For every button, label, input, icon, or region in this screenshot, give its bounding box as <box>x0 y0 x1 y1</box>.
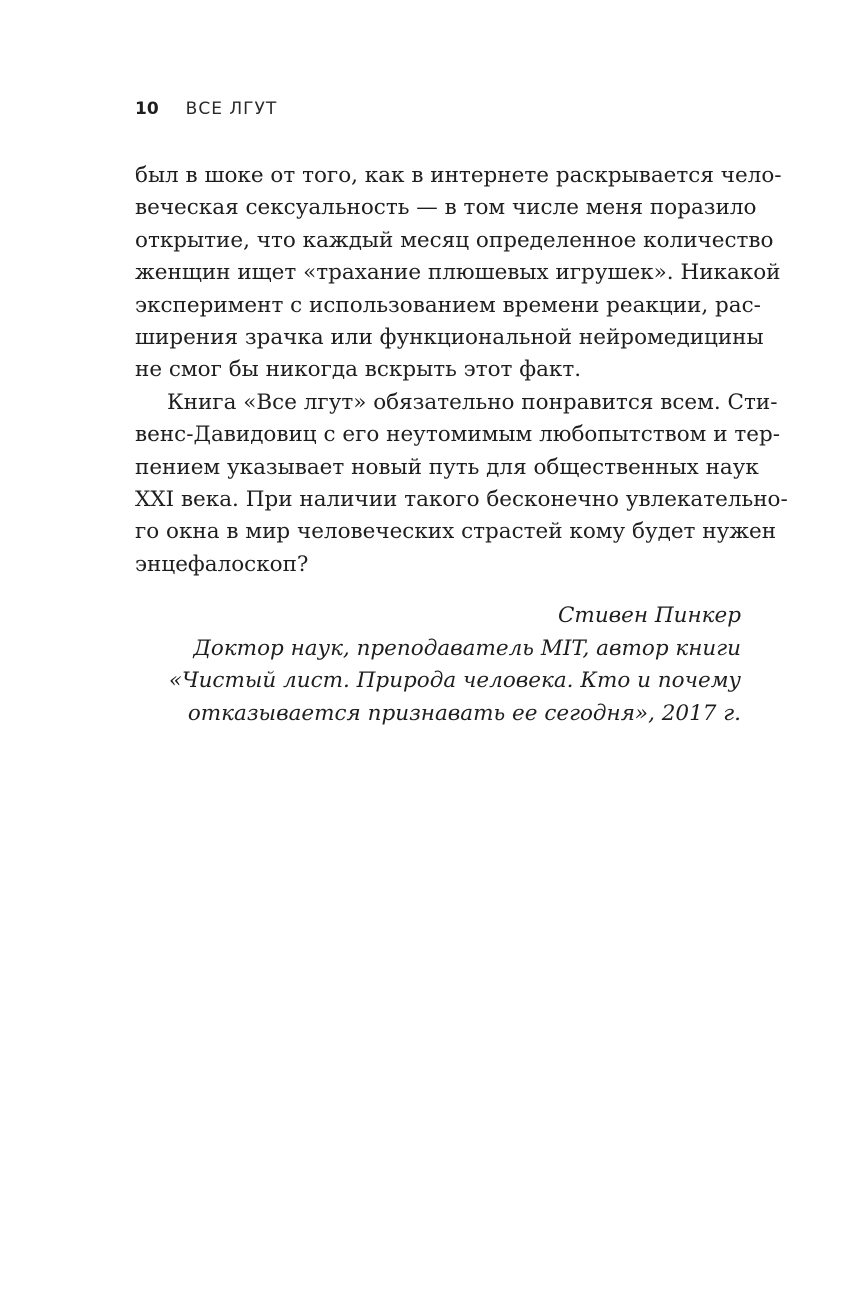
text-line: пением указывает новый путь для общественных наук <box>135 454 759 480</box>
text-line: женщин ищет «трахание плюшевых игрушек». Никакой <box>135 260 781 286</box>
text-line: Книга «Все лгут» обязательно понравится всем. Сти- <box>167 389 778 415</box>
text-line: ширения зрачка или функциональной нейромедицины <box>135 324 764 350</box>
text-line: венс-Давидовиц с его неутомимым любопытством и тер- <box>135 422 781 448</box>
attribution-author: Стивен Пинкер <box>557 603 741 628</box>
text-line: XXI века. При наличии такого бесконечно увлекательно- <box>135 486 788 512</box>
page-number: 10 <box>135 99 159 119</box>
running-title: ВСЕ ЛГУТ <box>185 99 278 119</box>
text-line: был в шоке от того, как в интернете раскрывается чело- <box>135 163 782 188</box>
text-line: открытие, что каждый месяц определенное количество <box>135 227 774 253</box>
text-line: эксперимент с использованием времени реакции, рас- <box>135 292 761 318</box>
text-line: энцефалоскоп? <box>135 551 309 577</box>
text-line: не смог бы никогда вскрыть этот факт. <box>135 357 582 383</box>
attribution-credentials-line: Доктор наук, преподаватель MIT, автор книги <box>193 635 741 661</box>
text-line: веческая сексуальность — в том числе меня поразило <box>135 195 757 221</box>
text-line: го окна в мир человеческих страстей кому будет нужен <box>135 519 777 545</box>
attribution-credentials-line: отказывается признавать ее сегодня», 2017 г. <box>187 700 741 726</box>
body-text <box>135 160 788 581</box>
page-header <box>135 99 277 123</box>
paragraph-2 <box>135 387 788 581</box>
paragraph-1 <box>135 160 782 387</box>
attribution-credentials-line: «Чистый лист. Природа человека. Кто и почему <box>168 668 741 694</box>
attribution <box>135 600 741 730</box>
